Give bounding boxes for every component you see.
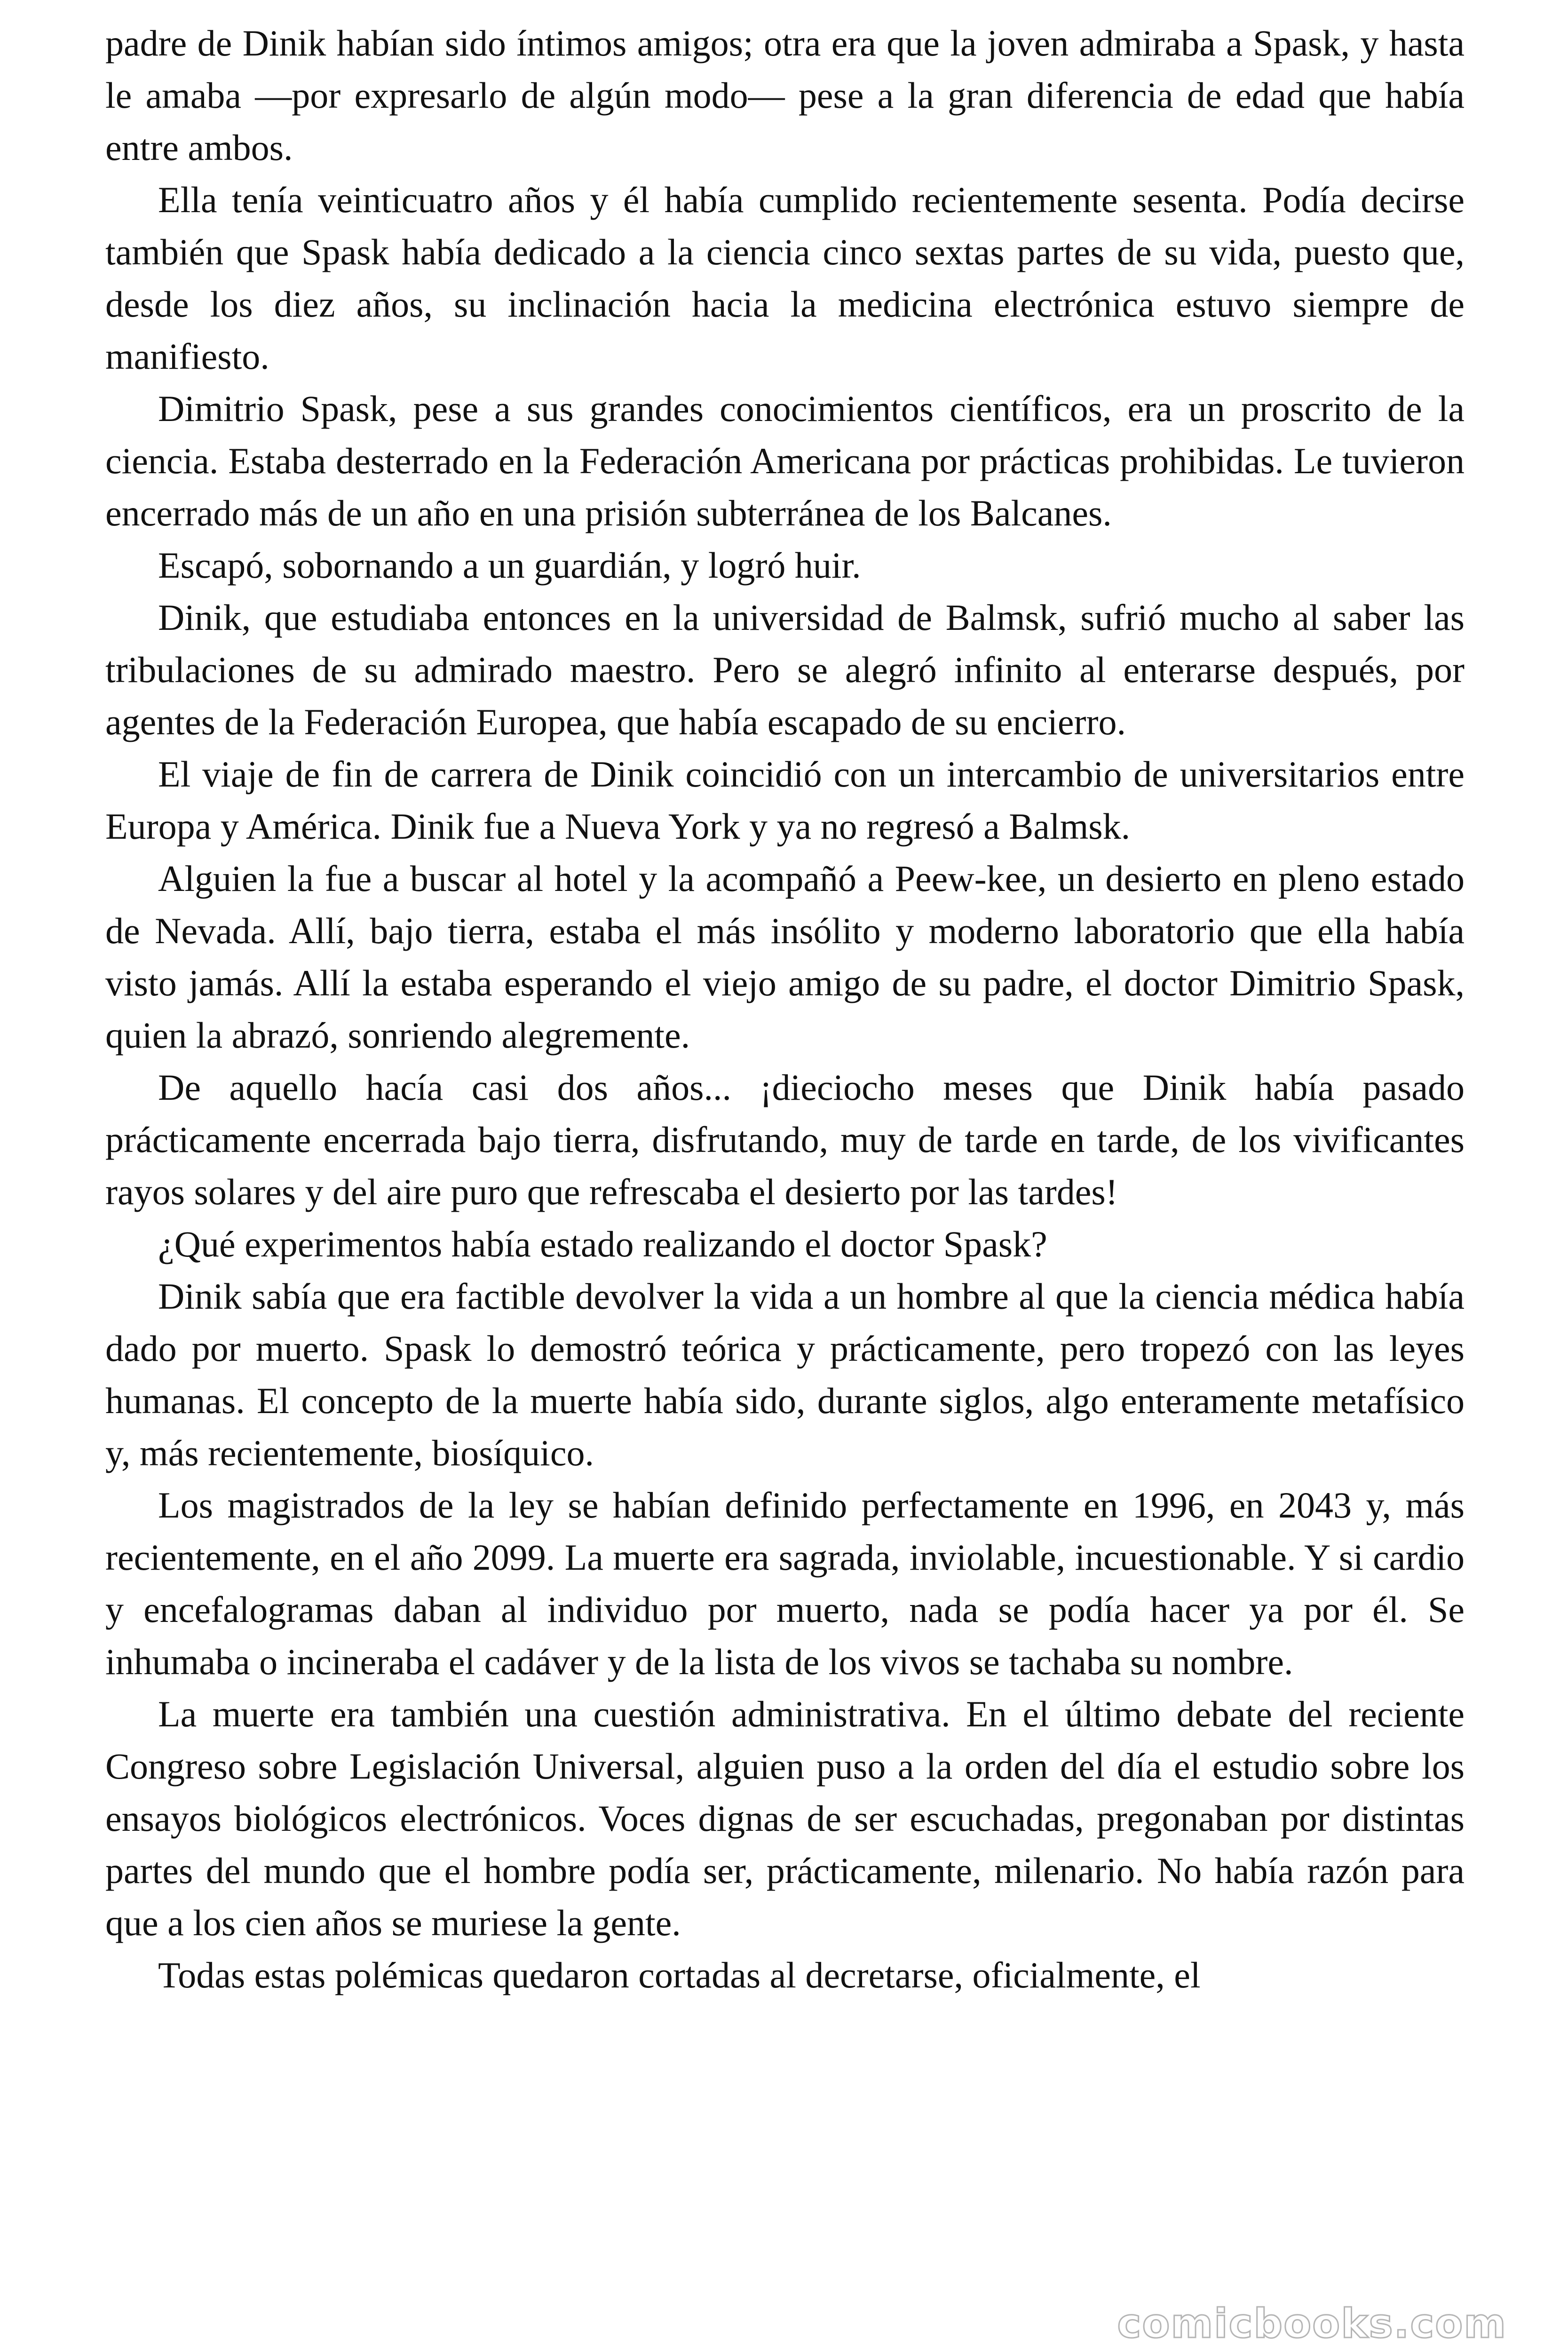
paragraph: ¿Qué experimentos había estado realizando el doctor Spask?: [158, 1224, 1047, 1264]
paragraph: La muerte era también una cuestión administrativa. En el último debate del reciente Congreso sobre Legislación Universal, alguien puso a la orden del día el estudio sobre los ensayos biológicos electrónicos. Voces dignas de ser escuchadas, pregonaban por distintas partes del mundo que el hombre podía ser, prácticamente, milenario. No había razón para que a los cien años se muriese la gente.: [105, 1693, 1465, 1943]
paragraph: padre de Dinik habían sido íntimos amigos; otra era que la joven admiraba a Spask, y hasta le amaba —por expresarlo de algún modo— pese a la gran diferencia de edad que había entre ambos.: [105, 23, 1465, 168]
paragraph: Dimitrio Spask, pese a sus grandes conocimientos científicos, era un proscrito de la ciencia. Estaba desterrado en la Federación Americana por prácticas prohibidas. Le tuvieron encerrado más de un año en una prisión subterránea de los Balcanes.: [105, 388, 1465, 533]
paragraph: Alguien la fue a buscar al hotel y la acompañó a Peew-kee, un desierto en pleno estado de Nevada. Allí, bajo tierra, estaba el más insólito y moderno laboratorio que ella había visto jamás. Allí la estaba esperando el viejo amigo de su padre, el doctor Dimitrio Spask, quien la abrazó, sonriendo alegremente.: [105, 858, 1465, 1056]
paragraph: Dinik, que estudiaba entonces en la universidad de Balmsk, sufrió mucho al saber las tribulaciones de su admirado maestro. Pero se alegró infinito al enterarse después, por agentes de la Federación Europea, que había escapado de su encierro.: [105, 597, 1465, 742]
body-text: [105, 17, 1465, 2001]
paragraph: Ella tenía veinticuatro años y él había cumplido recientemente sesenta. Podía decirse también que Spask había dedicado a la ciencia cinco sextas partes de su vida, puesto que, desde los diez años, su inclinación hacia la medicina electrónica estuvo siempre de manifiesto.: [105, 179, 1465, 377]
paragraph: Dinik sabía que era factible devolver la vida a un hombre al que la ciencia médica había dado por muerto. Spask lo demostró teórica y prácticamente, pero tropezó con las leyes humanas. El concepto de la muerte había sido, durante siglos, algo enteramente metafísico y, más recientemente, biosíquico.: [105, 1276, 1465, 1473]
paragraph: Todas estas polémicas quedaron cortadas al decretarse, oficialmente, el: [158, 1955, 1201, 1995]
watermark: comicbooks.com: [1117, 2300, 1507, 2347]
paragraph: El viaje de fin de carrera de Dinik coincidió con un intercambio de universitarios entre Europa y América. Dinik fue a Nueva York y ya no regresó a Balmsk.: [105, 754, 1465, 847]
paragraph: Los magistrados de la ley se habían definido perfectamente en 1996, en 2043 y, más recientemente, en el año 2099. La muerte era sagrada, inviolable, incuestionable. Y si cardio y encefalogramas daban al individuo por muerto, nada se podía hacer ya por él. Se inhumaba o incineraba el cadáver y de la lista de los vivos se tachaba su nombre.: [105, 1485, 1465, 1682]
paragraph: De aquello hacía casi dos años... ¡dieciocho meses que Dinik había pasado prácticamente encerrada bajo tierra, disfrutando, muy de tarde en tarde, de los vivificantes rayos solares y del aire puro que refrescaba el desierto por las tardes!: [105, 1067, 1465, 1212]
paragraph: Escapó, sobornando a un guardián, y logró huir.: [158, 545, 861, 586]
